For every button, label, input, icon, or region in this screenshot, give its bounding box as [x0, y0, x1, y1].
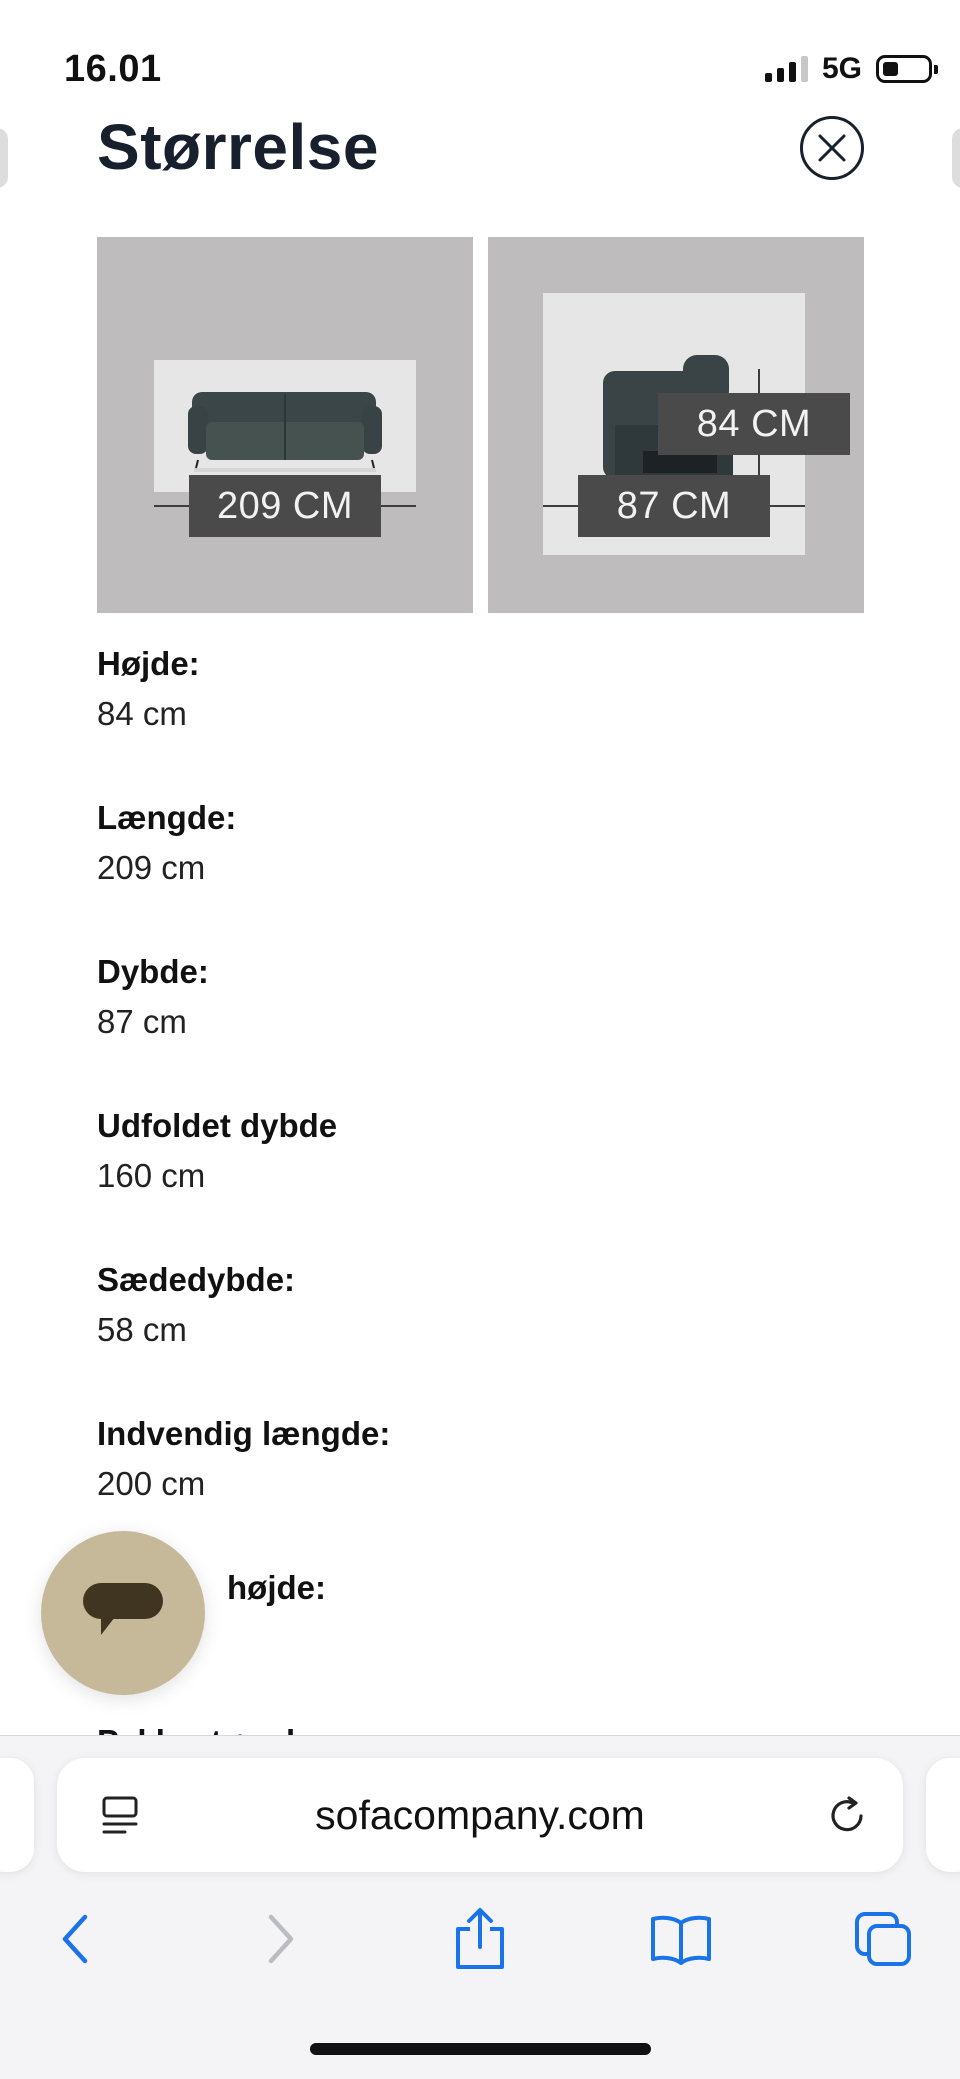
spec-value: 87 cm	[97, 1003, 187, 1040]
signal-icon	[765, 56, 808, 82]
forward-chevron-icon	[263, 1913, 299, 1965]
sofa-front-image	[97, 237, 473, 613]
width-dimension-label: 209 CM	[189, 475, 381, 537]
height-dimension-label: 84 CM	[658, 393, 850, 455]
spec-label: Højde:	[97, 645, 200, 682]
sofa-side-image	[488, 237, 864, 613]
spec-item	[97, 1567, 857, 1721]
browser-toolbar	[0, 1735, 960, 2079]
spec-value: 200 cm	[97, 1465, 206, 1502]
sofa-front-illustration	[154, 360, 416, 492]
back-button[interactable]	[40, 1904, 110, 1974]
spec-item	[97, 1105, 857, 1259]
page-title: Størrelse	[97, 111, 379, 183]
bookmarks-icon	[649, 1913, 713, 1965]
forward-button[interactable]	[246, 1904, 316, 1974]
spec-item	[97, 951, 857, 1105]
sheet-edge-right	[952, 128, 960, 188]
spec-item	[97, 797, 857, 951]
spec-item	[97, 1413, 857, 1567]
spec-value: 58 cm	[97, 1311, 187, 1348]
close-button[interactable]	[800, 116, 864, 180]
share-icon	[452, 1907, 508, 1971]
spec-label: højde:	[227, 1569, 326, 1606]
next-tab-peek[interactable]	[926, 1758, 960, 1872]
back-chevron-icon	[57, 1913, 93, 1965]
sofa-front-backdrop	[154, 360, 416, 492]
spec-label: Sædedybde:	[97, 1261, 296, 1298]
tabs-icon	[853, 1910, 913, 1968]
depth-dimension-label: 87 CM	[578, 475, 770, 537]
tabs-button[interactable]	[848, 1904, 918, 1974]
status-time: 16.01	[64, 48, 162, 90]
share-button[interactable]	[445, 1904, 515, 1974]
network-type: 5G	[821, 52, 862, 85]
spec-value: 209 cm	[97, 849, 206, 886]
reload-icon[interactable]	[825, 1794, 869, 1838]
spec-label: Indvendig længde:	[97, 1415, 391, 1452]
sheet-edge-left	[0, 128, 8, 188]
spec-label: Udfoldet dybde	[97, 1107, 338, 1144]
spec-value: 84 cm	[97, 695, 187, 732]
dimension-specs	[97, 643, 857, 1875]
spec-value: 160 cm	[97, 1157, 206, 1194]
close-icon	[817, 133, 847, 163]
spec-item	[97, 643, 857, 797]
status-indicators	[765, 52, 932, 86]
bookmarks-button[interactable]	[646, 1904, 716, 1974]
spec-label: Længde:	[97, 799, 237, 836]
url-text[interactable]: sofacompany.com	[315, 1792, 645, 1838]
previous-tab-peek[interactable]	[0, 1758, 34, 1872]
battery-icon	[876, 55, 932, 83]
chat-button[interactable]	[41, 1531, 205, 1695]
spec-label: Dybde:	[97, 953, 209, 990]
spec-item	[97, 1259, 857, 1413]
chat-bubble-icon	[81, 1583, 165, 1647]
home-indicator	[310, 2043, 651, 2055]
address-bar[interactable]	[57, 1758, 903, 1872]
